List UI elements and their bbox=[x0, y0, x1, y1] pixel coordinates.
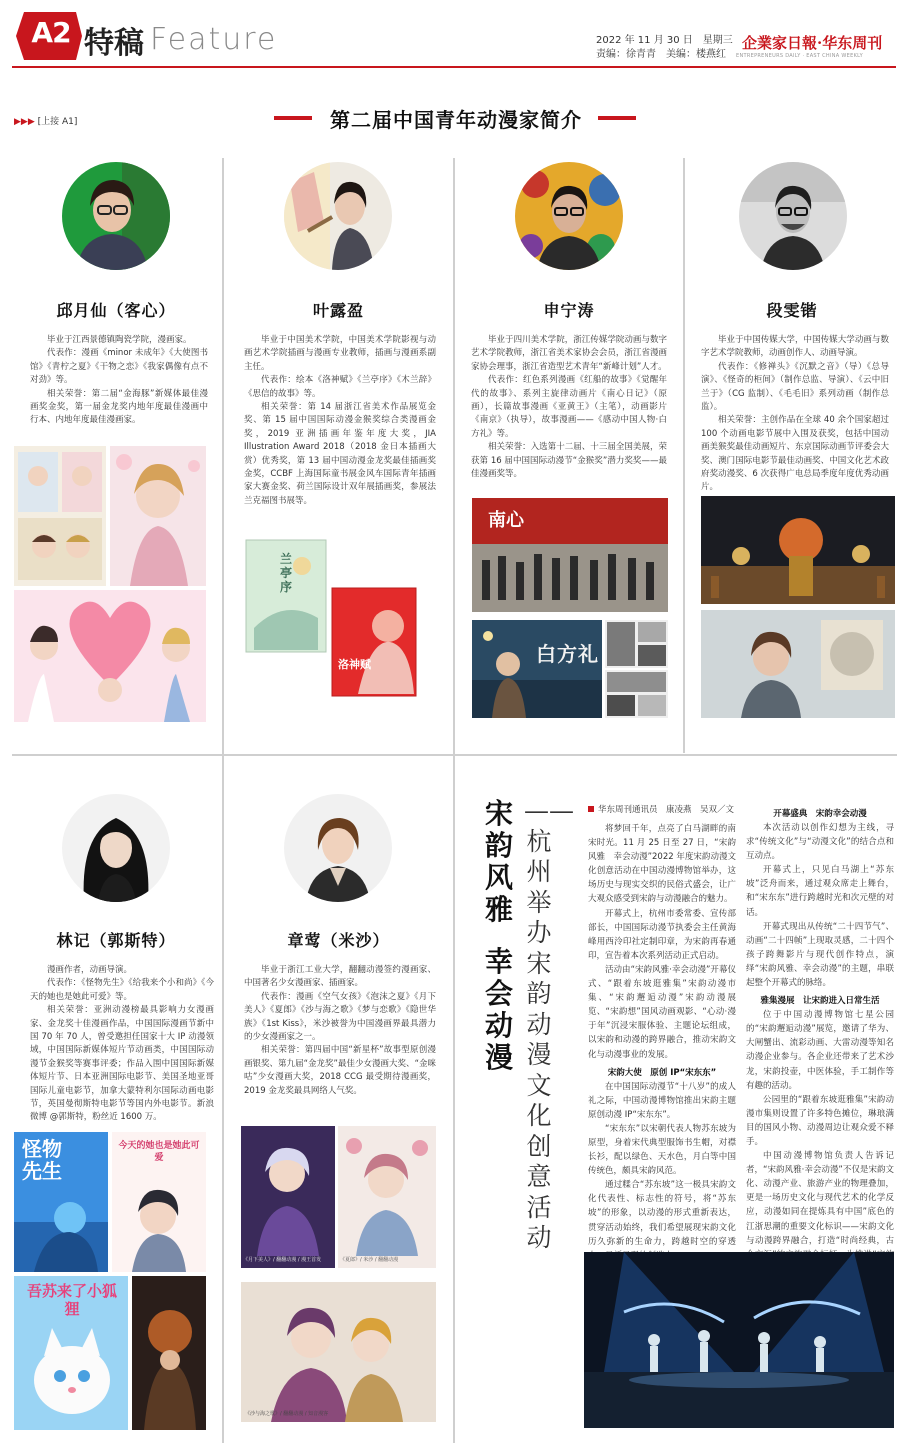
profile-duan-wenkai bbox=[687, 158, 897, 753]
book-title: 洛神赋 bbox=[338, 658, 371, 671]
issue-meta bbox=[596, 34, 733, 62]
artwork-poster-monster-mr bbox=[14, 1132, 108, 1272]
avatar bbox=[284, 794, 392, 902]
article-paragraph: 位于中国动漫博物馆七星公园的“宋韵邂逅动漫”展览，邀请了华为、大闸蟹出、流彩动画、大雷动漫等知名动漫企业参与。各企业还带来了艺术沙龙，宋韵投壶，中医体验，手工制作等有趣的活动。 bbox=[746, 1010, 894, 1091]
artwork-poster-today-her bbox=[112, 1132, 206, 1272]
article-paragraph: 在中国国际动漫节“十八岁”的成人礼之际，中国动漫博物馆推出宋韵主题原创动漫 IP“宋东东”。 bbox=[588, 1081, 736, 1120]
artwork-comic-panel-1 bbox=[605, 620, 668, 668]
bio-paragraph: 毕业于江西景德镇陶瓷学院，漫画家。 bbox=[47, 335, 192, 345]
artwork-animation-still-2 bbox=[701, 610, 895, 718]
profile-name: 章莺（米沙） bbox=[287, 931, 390, 950]
page-header bbox=[0, 0, 907, 72]
profile-bio bbox=[701, 334, 889, 495]
profile-lin-ji bbox=[12, 758, 220, 1444]
continuation-label: [上接 A1] bbox=[37, 117, 78, 127]
newspaper-logo-en: ENTREPRENEURS DAILY · EAST CHINA WEEKLY bbox=[736, 53, 863, 59]
artwork-title: 白方礼 bbox=[536, 642, 599, 666]
bio-paragraph: 代表作：《修禅头》《沉默之音》（导）《总导演》、《怪奇的柜间》（制作总监、导演）、《云中旧兰于》（CG 监制）、《毛毛旧》系列动画（制作总监）。 bbox=[701, 361, 889, 413]
editors: 责编：徐青青 美编：楼燕红 bbox=[596, 49, 726, 60]
bio-paragraph: 毕业于浙江工业大学，翻翻动漫签约漫画家、中国著名少女漫画家、插画家。 bbox=[244, 965, 436, 989]
bio-paragraph: 漫画作者，动画导演。 bbox=[47, 965, 133, 975]
article-paragraph: “宋东东”以宋朝代表人物苏东坡为原型，身着宋代典型服饰书生帽，对襟长衫，配以绿色、天水色，月白等中国传统色，颇具宋韵风范。 bbox=[588, 1123, 736, 1177]
article-paragraph: 中国动漫博物馆负责人告诉记者，“宋韵风雅·幸会动漫”不仅是宋韵文化、动漫产业、旅游产业的物理叠加，更是一场历史文化与现代艺术的化学反应，动漫如同在提炼具有中国”底色的江浙思潮的重要文化标识——宋韵文化与动漫跨界融合，打造“时尚经典，古 bbox=[746, 1151, 894, 1246]
profile-zhang-ying bbox=[226, 758, 451, 1444]
artwork-manga-1 bbox=[14, 446, 106, 586]
avatar bbox=[62, 794, 170, 902]
article-subhead: 雅集漫展 让宋韵进入日常生活 bbox=[760, 996, 880, 1007]
article-paragraph: 开幕式上，只见白马湖上“苏东坡”泛舟而来，通过观众席走上舞台，和“宋东东”进行跨越时光和次元壁的对话。 bbox=[746, 865, 894, 918]
article-paragraph: 将梦回千年，点亮了白马湖畔的南宋时光。11 月 25 日至 27 日，“宋韵风雅 幸会动漫”2022 年度宋韵动漫文化创意活动在中国动漫博物馆举办，这场历史与现实交织的民俗式盛会，让广大观众感受到宋韵与动漫融合的魅力。 bbox=[588, 824, 736, 905]
artwork-manga-cover-3 bbox=[241, 1282, 436, 1422]
headline-line1: 宋韵风雅 bbox=[484, 797, 513, 926]
artwork-manga-cover-2 bbox=[338, 1126, 436, 1268]
artwork-comic-panel-2 bbox=[605, 670, 668, 718]
bio-paragraph: 毕业于四川美术学院，浙江传媒学院动画与数字艺术学院教师，浙江省美术家协会会员，浙江省漫画家协会理事，浙江省造型艺术青年“新峰计划”人才。 bbox=[471, 335, 667, 372]
section-title-cn: 特稿 bbox=[84, 26, 144, 61]
artwork-poster-little-fox bbox=[14, 1276, 128, 1430]
profile-bio bbox=[30, 334, 208, 428]
header-rule bbox=[12, 66, 896, 68]
page-number-badge bbox=[14, 10, 84, 62]
bio-paragraph: 相关荣誉：入选第十二届、十三届全国美展，荣获第 16 届中国国际动漫节“金猴奖”潜力奖奖——最佳漫画奖等。 bbox=[471, 442, 667, 480]
artwork-manga-2 bbox=[110, 446, 206, 586]
artwork-manga-3 bbox=[14, 590, 206, 722]
artwork-caption: 《沙与海之歌》/ 翻翻动漫 / 知音漫客 bbox=[245, 1411, 329, 1417]
article-subhead: 宋韵大使 原创 IP“宋东东” bbox=[607, 1067, 717, 1078]
artwork-book-lantingxu bbox=[244, 538, 328, 654]
book-title: 兰亭序 bbox=[280, 552, 293, 594]
page-title-block bbox=[270, 102, 640, 132]
article-paragraph: 通过糅合“苏东坡”这一极具宋韵文化代表性、标志性的符号，将“苏东坡”的形象，以动漫的形式重新表达，贯穿活动始终，我们希望展现宋韵文化历久弥新的生命力，跨越时空的穿透 bbox=[588, 1180, 736, 1247]
row-divider bbox=[12, 754, 897, 756]
avatar bbox=[739, 162, 847, 270]
artwork-book-luoshenfu bbox=[330, 586, 418, 698]
continuation-marker: ▶▶▶ [上接 A1] bbox=[14, 117, 78, 127]
feature-byline bbox=[588, 803, 734, 815]
artwork-bai-fangli-poster bbox=[472, 620, 602, 718]
artwork-title: 南心 bbox=[488, 510, 524, 531]
bio-paragraph: 相关荣誉：第四届中国“新星杯”故事型原创漫画银奖、第九届“金龙奖”最佳少女漫画大奖、“金咪咕”少女漫画大奖，2018 CCG 最受期待漫画奖，2019 金龙奖最具网络人气奖。 bbox=[244, 1045, 436, 1096]
artwork-red-boat-story bbox=[472, 498, 668, 612]
artwork-title: 怪物先生 bbox=[22, 1137, 62, 1183]
page-number: A2 bbox=[31, 16, 71, 49]
column-divider bbox=[453, 158, 455, 1443]
profile-bio bbox=[471, 334, 667, 481]
profile-qiu-yuexian bbox=[12, 158, 220, 753]
profile-name: 申宁涛 bbox=[543, 301, 595, 320]
feature-subtitle: ——杭州举办宋韵动漫文化创意活动 bbox=[524, 796, 574, 1252]
page-title: 第二届中国青年动漫家简介 bbox=[330, 108, 582, 132]
column-divider bbox=[683, 158, 685, 753]
article-paragraph: 公园里的“跟着东坡逛雅集”宋韵动漫市集则设置了许多特色摊位，琳琅满目的国风小物、动漫周边让观众爱不释手。 bbox=[746, 1094, 894, 1147]
avatar bbox=[62, 162, 170, 270]
bio-paragraph: 相关荣誉：主创作品在全球 40 余个国家超过 100 个动画电影节展中入围及获奖，包括中国动画美猴奖最佳动画短片、东京国际动画节评委会大奖、澳门国际电影节最佳动画奖、中国文化艺术政府奖动漫奖、6 次获得广电总局季度年度优秀动画片。 bbox=[701, 415, 889, 493]
profile-name: 叶露盈 bbox=[312, 301, 364, 320]
bio-paragraph: 代表作：绘本《洛神赋》《兰亭序》《木兰辞》《思信的故事》等。 bbox=[244, 375, 436, 399]
bio-paragraph: 代表作：漫画《minor 未成年》《大使图书馆》《青柠之夏》《干物之恋》《我家偶像有点不对劲》等。 bbox=[30, 348, 208, 386]
byline-text: 华东周刊通讯员 康凌燕 吴双／文 bbox=[598, 805, 735, 815]
bio-paragraph: 相关荣誉：亚洲动漫榜最具影响力女漫画家、金龙奖十佳漫画作品，中国国际漫画节新中国 70 年 70 人，曾受邀担任国家十大 IP 动漫领域，中国国际新媒体短片节动画类，中国国际动漫节金猴奖等赛事评委；作品入围中国国际新媒体短片节、日本亚洲国际电影节、美国圣地亚哥国际儿童电影节，加拿大蒙特利尔国际动画电影节，英国曼彻斯特电影节等国内外电影节。新浪微博 @郭斯特，粉丝近 1600 万。 bbox=[30, 1005, 214, 1123]
artwork-caption: 《月下美人》/ 翻翻动漫 / 漫王首发 bbox=[243, 1257, 322, 1263]
article-subhead: 开幕盛典 宋韵幸会动漫 bbox=[773, 809, 867, 819]
avatar bbox=[515, 162, 623, 270]
issue-date: 2022 年 11 月 30 日 星期三 bbox=[596, 35, 733, 46]
artwork-manga-cover-1 bbox=[241, 1126, 335, 1268]
byline-marker bbox=[588, 806, 594, 812]
profile-ye-luying bbox=[226, 158, 451, 753]
feature-night-performance-photo bbox=[584, 1252, 894, 1428]
article-paragraph: 开幕式现出从传统“二十四节气”、动画“二十四帧”上现取灵感，二十四个孩子跨舞影片与现代创作特点，演绎“宋韵风雅、幸会动漫”的主题，串联起整个开幕式的脉络。 bbox=[746, 921, 894, 989]
artwork-poster-dark bbox=[132, 1276, 206, 1430]
article-paragraph: 本次活动以创作幻想为主线，寻求“传统文化”与“动漫文化”的结合点和互动点。 bbox=[746, 823, 894, 862]
column-divider bbox=[222, 158, 224, 1443]
bio-paragraph: 代表作：漫画《空气女孩》《泡沫之夏》《月下美人》《夏郎》《沙与海之歌》《梦与恋歌》《隐世华族》《1st Kiss》，米沙被誉为中国漫画界最具潜力的少女漫画家之一。 bbox=[244, 991, 436, 1043]
bio-paragraph: 代表作：《怪物先生》《给我来个小和尚》《今天的她也是她此可爱》等。 bbox=[30, 978, 214, 1002]
headline-line2: 幸会动漫 bbox=[484, 945, 513, 1074]
profile-bio bbox=[30, 964, 214, 1125]
profile-name: 林记（郭斯特） bbox=[56, 931, 176, 950]
bio-paragraph: 相关荣誉：第 14 届浙江省美术作品展览金奖、第 15 届中国国际动漫金猴奖综合类漫画金奖，2019 亚洲插画年鉴年度大奖，JIA Illustration Award 2018（2018 金日本插画大赏）优秀奖，第 13 届中国动漫金龙奖最佳插画奖金奖，CCBF 上海国际童书展金风车国际青年插画家大赛金奖、荷兰国际设计双年展插画奖，参展法兰克福图书展等。 bbox=[244, 402, 436, 506]
avatar bbox=[284, 162, 392, 270]
profile-name: 邱月仙（客心） bbox=[56, 301, 176, 320]
bio-paragraph: 代表作：红色系列漫画《红船的故事》《觉醒年代的故事》、系列主旋律动画片《南心日记》（原画），长篇故事漫画《亚黄王》（主笔），动画影片《南京》（执导），故事漫画——《感动中国人物·白方礼》等。 bbox=[471, 375, 667, 439]
bio-paragraph: 毕业于中国传媒大学，中国传媒大学动画与数字艺术学院教师，动画创作人、动画导演。 bbox=[701, 335, 889, 359]
bio-paragraph: 相关荣誉：第二届“金海豚”新媒体最佳漫画奖金奖，第一届金龙奖内地年度最佳漫画中行本、内地年度最佳漫画家。 bbox=[30, 388, 208, 426]
bio-paragraph: 毕业于中国美术学院，中国美术学院影视与动画艺术学院插画与漫画专业教师，插画与漫画系副主任。 bbox=[244, 335, 436, 372]
profile-shen-ningtao bbox=[457, 158, 681, 753]
profile-name: 段雯锴 bbox=[766, 301, 818, 320]
profile-bio bbox=[244, 334, 436, 508]
title-rule-left bbox=[274, 116, 312, 120]
artwork-animation-still-1 bbox=[701, 496, 895, 604]
artwork-title: 今天的她也是她此可爱 bbox=[118, 1141, 200, 1163]
artwork-title: 吾苏来了小狐狸 bbox=[26, 1282, 117, 1318]
newspaper-logo: 企業家日報·华东周刊 bbox=[742, 34, 883, 52]
article-paragraph: 活动由“宋韵风雅·幸会动漫”开幕仪式、“跟着东坡逛雅集”宋韵动漫市集、“宋韵邂逅动漫”宋韵动漫展览、“宋韵想”国风动画观影、“心动·漫于年”沉浸宋服体验、主题论坛组成，以宋韵和动漫的跨界融合，推动宋韵文化与动漫事业的发展。 bbox=[588, 964, 736, 1060]
title-rule-right bbox=[598, 116, 636, 120]
artwork-caption: 《夏郎》/ 米沙 / 翻翻动漫 bbox=[340, 1257, 399, 1263]
article-paragraph: 开幕式上，杭州市委常委、宣传部部长，中国国际动漫节执委会主任黄海峰用西泠印社定制印章，为宋韵再春通印，宣告着本次系列活动正式启动。 bbox=[588, 908, 736, 961]
feature-column-2 bbox=[746, 803, 894, 1304]
profile-bio bbox=[244, 964, 436, 1098]
feature-headline bbox=[482, 798, 516, 1074]
feature-column-1 bbox=[588, 822, 736, 1263]
section-title-en: Feature bbox=[150, 22, 278, 57]
